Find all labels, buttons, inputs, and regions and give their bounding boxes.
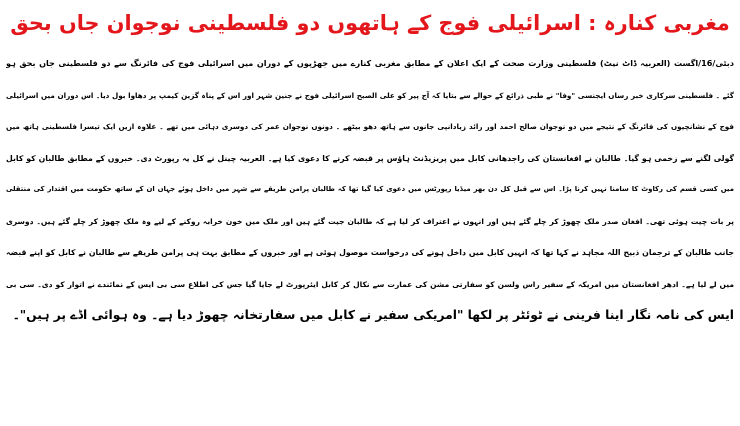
article-line: جانب طالبان کے ترجمان ذبیح اللہ مجاہد نے کہا تھا کہ انہیں کابل میں داخل ہونے کی درخواست موصول ہوئی ہے اور خبروں کے مطابق بہت ہی پرامن طریقے سے طالبان نے کابل کو اپنے قبضہ [6, 248, 734, 257]
article-line: پر بات چیت ہوئی تھی۔ افغان صدر ملک چھوڑ کر چلے گئے ہیں اور انہوں نے اعتراف کر لیا ہے کہ طالبان جیت گئے ہیں اور ملک میں خون خرابہ روکنے کے لیے وہ ملک چھوڑ کر چلے گئے ہیں۔ دوسری [6, 216, 734, 226]
article-line: فوج کے نشانچیوں کی فائرنگ کے نتیجے میں دو نوجوان صالح احمد اور رائد زیادانپی جانوں سے ہاتھ دھو بیٹھے ۔ دونوں نوجوان عمر کی دوسری دہائی میں تھے ۔ علاوہ ازیں ایک تیسرا فلسطینی ہاتھ میں [6, 122, 734, 131]
article-line: گئے ۔ فلسطینی سرکاری خبر رساں ایجنسی "وفا" نے طبی ذرائع کے حوالے سے بتایا کہ آج پیر کو علی الصبح اسرائیلی فوج نے جنین شہر اور اس کے پناہ گزین کیمپ پر دھاوا بول دیا۔ اس دوران میں اسرائیلی [6, 90, 734, 100]
article-line: میں لے لیا ہے۔ ادھر افغانستان میں امریکہ کے سفیر راس ولسن کو سفارتی مشن کی عمارت سے نکال کر کابل ایئرپورٹ لے جایا گیا جس کی اطلاع سی بی ایس کے نمائندے نے اتوار کو دی۔ سی بی [6, 279, 734, 289]
article-line: ایس کی نامہ نگار اینا فرینی نے ٹوئٹر پر لکھا "امریکی سفیر نے کابل میں سفارتخانہ چھوڑ دیا ہے۔ وہ ہوائی اڈے پر ہیں"۔ [12, 308, 734, 322]
headline: مغربی کنارہ : اسرائیلی فوج کے ہاتھوں دو فلسطینی نوجوان جاں بحق [10, 11, 730, 35]
article-line: گولی لگنے سے زخمی ہو گیا۔ طالبان نے افغانستان کی راجدھانی کابل میں پریزیڈنٹ ہاؤس پر قبضہ کرنے کا دعوی کیا ہے۔ العربیہ چینل نے کل یہ رپورٹ دی۔ خبروں کے مطابق طالبان کو کابل [6, 153, 734, 163]
article-line: دبئی/16/اگست (العربیہ ڈاٹ نیٹ) فلسطینی وزارت صحت کے ایک اعلان کے مطابق مغربی کنارے میں جھڑپوں کے دوران میں اسرائیلی فوج کی فائرنگ سے دو فلسطینی جاں بحق ہو [6, 58, 734, 68]
article-body [6, 48, 734, 332]
article-line: میں کسی قسم کی رکاوٹ کا سامنا نہیں کرنا پڑا۔ اس سے قبل کل دن بھر میڈیا رپورٹس میں دعوی کیا گیا تھا کہ طالبان پرامن طریقے سے شہر میں داخل ہوئے جہاں ان کے ساتھ حکومت میں اقتدار کی منتقلی [6, 185, 734, 193]
